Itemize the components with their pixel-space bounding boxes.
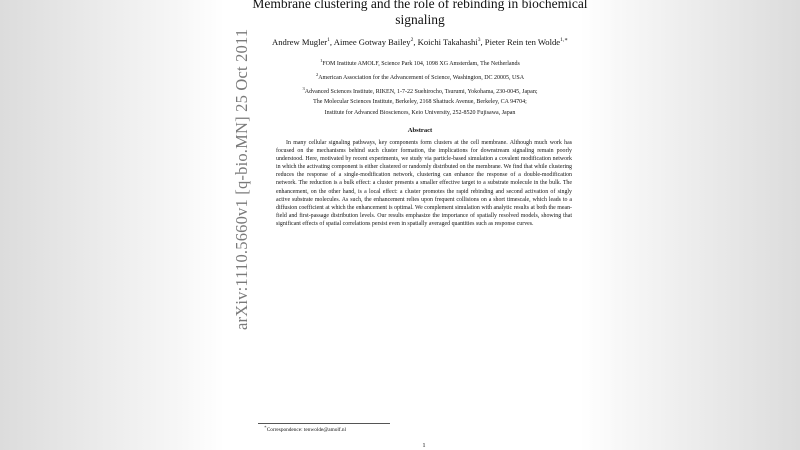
paper-title: Membrane clustering and the role of rebinding in biochemical signaling — [252, 0, 588, 27]
affiliation-mark: 2 — [315, 71, 319, 77]
affiliation-line — [250, 97, 590, 108]
correspondence-footnote — [264, 424, 346, 433]
footnote-text: Correspondence: tenwolde@amolf.nl — [266, 426, 347, 433]
affiliation-text: The Molecular Sciences Institute, Berkeley, 2168 Shattuck Avenue, Berkeley, CA 94704; — [313, 99, 527, 106]
affiliation-text: American Association for the Advancement of Science, Washington, DC 20005, USA — [318, 74, 525, 81]
affiliation-line — [250, 70, 590, 84]
affiliation-line — [250, 56, 590, 70]
affiliation-list — [250, 56, 590, 119]
affiliation-text: FOM Institute AMOLF, Science Park 104, 1098 XG Amsterdam, The Netherlands — [322, 61, 520, 67]
abstract-heading: Abstract — [407, 127, 433, 134]
footnote-mark: ∗ — [264, 424, 267, 429]
author-mark: 3 — [477, 37, 481, 44]
affiliation-mark: 1 — [320, 58, 323, 63]
abstract-body — [276, 139, 572, 228]
author-name: Pieter Rein ten Wolde — [484, 37, 561, 47]
right-viewer-margin — [580, 0, 800, 450]
author-name: Aimee Gotway Bailey — [333, 37, 411, 47]
author-list: Andrew Mugler$^1$, Aimee Gotway Bailey$^2$, Koichi Takahashi$^3$, Pieter Rein ten Wolde$^{1,∗}$ — [272, 37, 568, 47]
left-viewer-margin — [0, 0, 225, 450]
author-name: Andrew Mugler — [272, 37, 328, 47]
affiliation-text: Institute for Advanced Biosciences, Keio University, 252-8520 Fujisawa, Japan — [324, 110, 516, 117]
affiliation-text: Advanced Sciences Institute, RIKEN, 1-7-22 Suehirocho, Tsurumi, Yokohama, 230-0045, Japan; — [304, 88, 538, 95]
affiliation-line — [250, 108, 590, 119]
abstract-text: In many cellular signaling pathways, key components form clusters at the cell membrane. Although much work has focused on the mechanisms behind such cluster formation, the implications for downstream signaling remain poorly understood. Here, motivated by recent experiments, we study via particle-based simulation a covalent modification network in which the activating component is either clustered or randomly distributed on the membrane. We find that while clustering reduces the response of a single-modification network, clustering can enhance the response of a double-modification network. The reduction is a bulk effect: a cluster presents a smaller effective target to a substrate molecule in the bulk. The enhancement, on the other hand, is a local effect: a cluster promotes the rapid rebinding and second activation of singly active substrate molecules. As such, the enhancement relies upon frequent collisions on a short timescale, which leads to a diffusion coefficient at which the enhancement is optimal. We complement simulation with analytic results at both the mean-field and first-passage distribution levels. Our results emphasize the importance of spatially resolved models, showing that significant effects of spatial correlations persist even in spatially averaged quantities such as response curves. — [276, 140, 572, 227]
page-number: 1 — [422, 442, 426, 449]
affiliation-mark: 3 — [302, 85, 305, 91]
author-name: Koichi Takahashi — [417, 37, 478, 47]
affiliation-line — [250, 84, 590, 98]
author-mark: 2 — [410, 37, 414, 44]
author-mark: 1,∗ — [560, 37, 568, 44]
arxiv-identifier: arXiv:1110.5660v1 [q-bio.MN] 25 Oct 2011 — [232, 28, 251, 330]
author-mark: 1 — [327, 37, 330, 44]
